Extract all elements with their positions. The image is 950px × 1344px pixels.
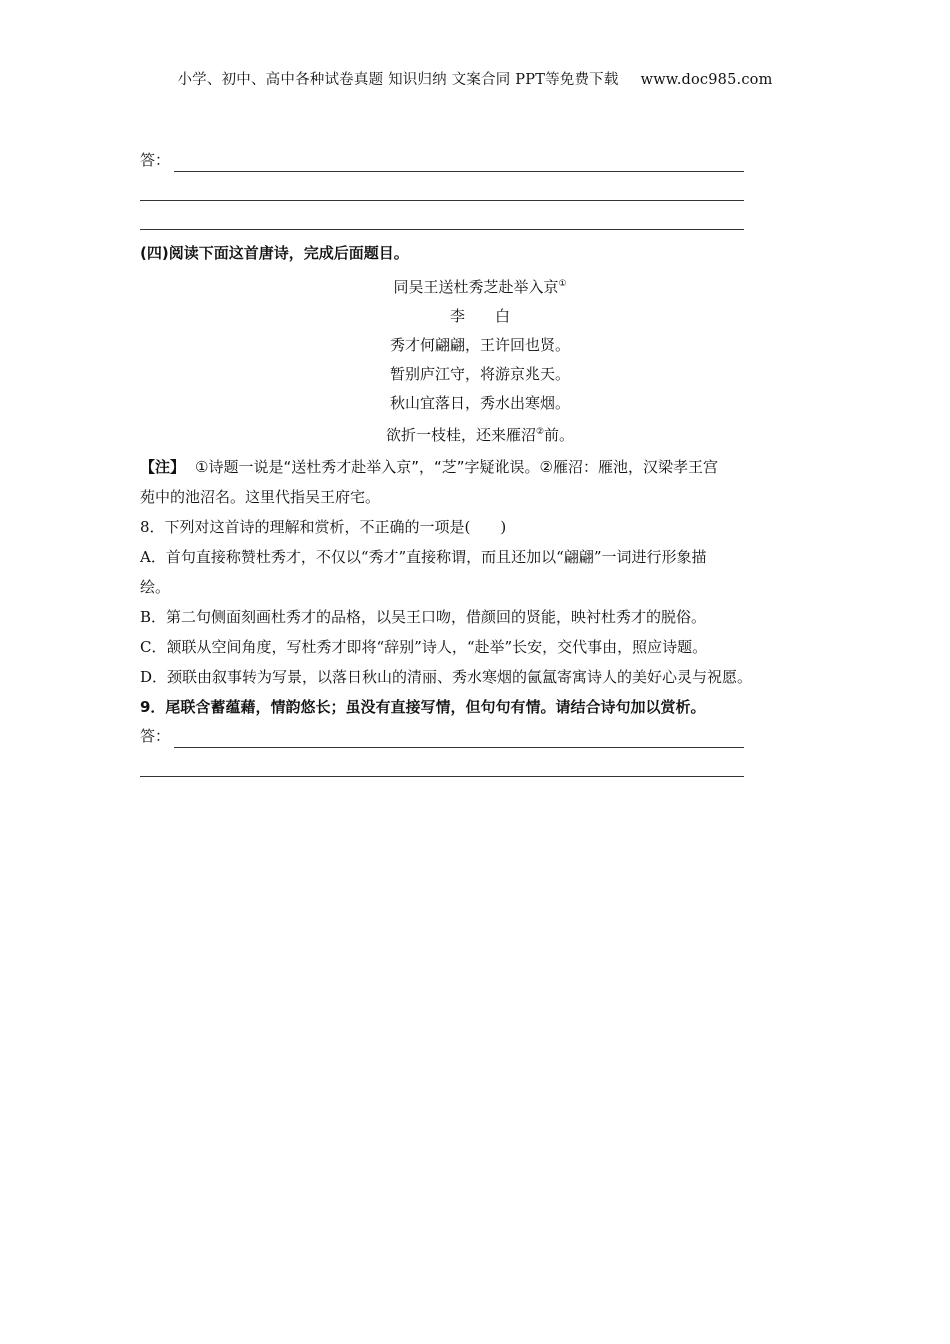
note-text-1: ①诗题一说是“送杜秀才赴举入京”，“芝”字疑讹误。②雁沼：雁池，汉梁孝王宫 — [195, 458, 718, 476]
option-a-cont: 绘。 — [140, 578, 171, 596]
answer-line[interactable] — [140, 179, 820, 201]
answer-rule — [140, 200, 744, 201]
option-d: D．颈联由叙事转为写景，以落日秋山的清丽、秀水寒烟的氤氲寄寓诗人的美好心灵与祝愿。 — [140, 668, 753, 686]
poem-title-text: 同吴王送杜秀芝赴举入京 — [393, 278, 559, 296]
poem-line: 秋山宜落日，秀水出寒烟。 — [389, 394, 570, 412]
question-9-stem: 9．尾联含蓄蕴藉，情韵悠长；虽没有直接写情，但句句有情。请结合诗句加以赏析。 — [140, 698, 706, 716]
question-8 — [140, 512, 820, 692]
poem-last-line-a: 欲折一枝桂，还来雁沼 — [385, 426, 536, 444]
answer-line[interactable] — [140, 755, 820, 777]
option-a: A．首句直接称赞杜秀才，不仅以“秀才”直接称谓，而且还加以“翩翩”一词进行形象描 — [140, 548, 707, 566]
poem-line — [140, 418, 820, 450]
option-b: B．第二句侧面刻画杜秀才的品格，以吴王口吻，借颜回的贤能，映衬杜秀才的脱俗。 — [140, 608, 707, 626]
answer-rule — [140, 229, 744, 230]
poem — [140, 270, 820, 450]
note-text-2: 苑中的池沼名。这里代指吴王府宅。 — [140, 488, 381, 506]
poem-author-last: 白 — [495, 307, 511, 325]
poem-last-line-b: 前。 — [544, 426, 575, 444]
poem-author-first: 李 — [449, 307, 465, 325]
option-c: C．颔联从空间角度，写杜秀才即将“辞别”诗人，“赴举”长安，交代事由，照应诗题。 — [140, 638, 708, 656]
section-title: (四)阅读下面这首唐诗，完成后面题目。 — [140, 244, 409, 262]
page-header — [0, 68, 950, 89]
poem-note — [140, 452, 820, 512]
document-body — [140, 150, 820, 784]
poem-line: 暂别庐江守，将游京兆天。 — [389, 365, 570, 383]
question-8-stem: 8．下列对这首诗的理解和赏析，不正确的一项是( ) — [140, 518, 507, 536]
poem-author — [140, 302, 820, 331]
note-label: 【注】 — [140, 458, 186, 476]
answer-label: 答： — [140, 727, 171, 745]
answer-rule — [174, 747, 744, 748]
answer-block-2 — [140, 726, 820, 777]
header-text: 小学、初中、高中各种试卷真题 知识归纳 文案合同 PPT等免费下载 — [177, 72, 619, 88]
poem-title — [140, 270, 820, 302]
poem-title-note: ① — [558, 279, 567, 289]
answer-rule — [174, 171, 744, 172]
answer-line[interactable] — [140, 726, 820, 748]
answer-line[interactable] — [140, 150, 820, 172]
poem-last-line-note: ② — [535, 427, 545, 437]
answer-line[interactable] — [140, 208, 820, 230]
note-line — [140, 452, 820, 482]
answer-label: 答： — [140, 151, 171, 169]
answer-block-1 — [140, 150, 820, 230]
answer-rule — [140, 776, 744, 777]
header-site: www.doc985.com — [640, 72, 773, 88]
poem-line: 秀才何翩翩，王许回也贤。 — [389, 336, 570, 354]
